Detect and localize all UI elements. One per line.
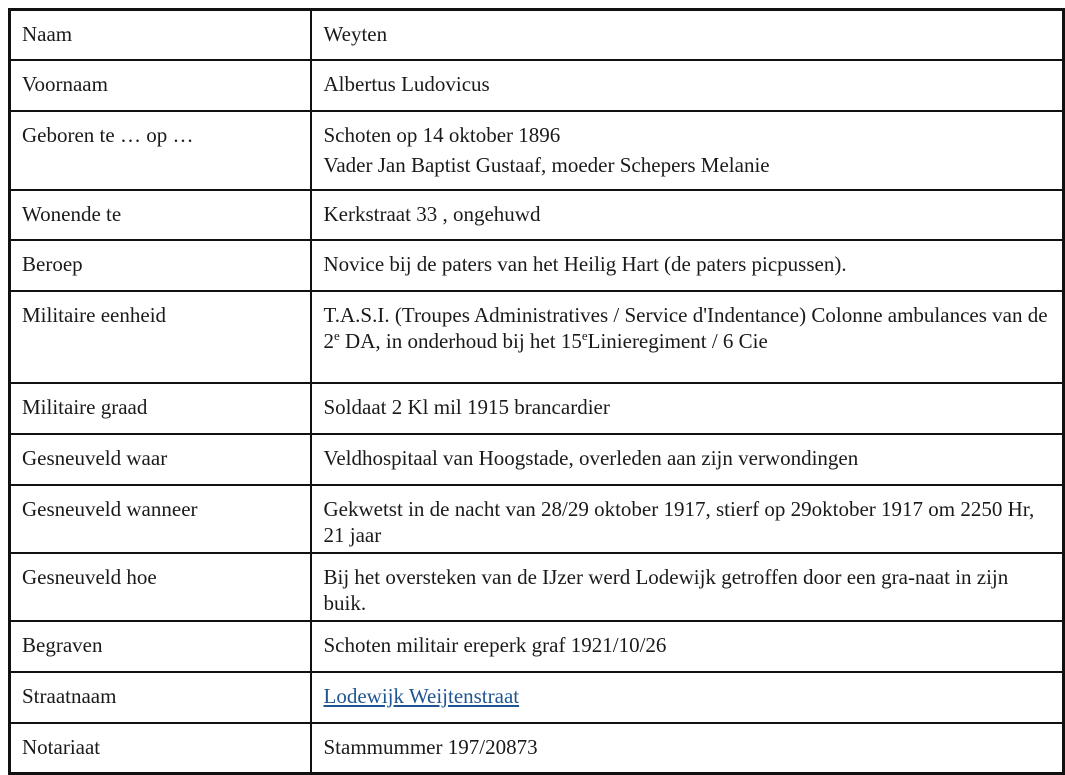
row-value-straatnaam (311, 672, 1064, 723)
row-value-wanneer: Gekwetst in de nacht van 28/29 oktober 1917, stierf op 29oktober 1917 om 2250 Hr, 21 jaar (311, 485, 1064, 553)
unit-text-part2: DA, in onderhoud bij het 15 (339, 328, 582, 353)
row-value-naam: Weyten (311, 10, 1064, 60)
row-label-voornaam: Voornaam (10, 60, 311, 111)
row-label-notariaat: Notariaat (10, 723, 311, 774)
table-row-wonende (10, 190, 1064, 240)
unit-sup-1: e (334, 327, 340, 343)
row-value-waar: Veldhospitaal van Hoogstade, overleden aan zijn verwondingen (311, 434, 1064, 485)
row-value-geboren (311, 111, 1064, 190)
row-value-hoe: Bij het oversteken van de IJzer werd Lodewijk getroffen door een gra-naat in zijn buik. (311, 553, 1064, 621)
row-value-eenheid (311, 291, 1064, 383)
row-label-waar: Gesneuveld waar (10, 434, 311, 485)
row-value-voornaam: Albertus Ludovicus (311, 60, 1064, 111)
table-row-wanneer (10, 485, 1064, 553)
row-label-beroep: Beroep (10, 240, 311, 291)
table-row-begraven (10, 621, 1064, 672)
street-name-link[interactable]: Lodewijk Weijtenstraat (323, 683, 520, 708)
table-row-notariaat (10, 723, 1064, 774)
row-label-straatnaam: Straatnaam (10, 672, 311, 723)
table-row-graad (10, 383, 1064, 434)
row-value-begraven: Schoten militair ereperk graf 1921/10/26 (311, 621, 1064, 672)
table-row-geboren (10, 111, 1064, 190)
unit-text-part3: Linieregiment / 6 Cie (587, 328, 768, 353)
table-row-waar (10, 434, 1064, 485)
record-table (8, 8, 1065, 775)
unit-sup-2: e (581, 327, 588, 343)
table-row-eenheid (10, 291, 1064, 383)
row-label-wonende: Wonende te (10, 190, 311, 240)
row-label-eenheid: Militaire eenheid (10, 291, 311, 383)
table-row-beroep (10, 240, 1064, 291)
row-value-graad: Soldaat 2 Kl mil 1915 brancardier (311, 383, 1064, 434)
table-row-straatnaam (10, 672, 1064, 723)
row-label-graad: Militaire graad (10, 383, 311, 434)
row-label-wanneer: Gesneuveld wanneer (10, 485, 311, 553)
unit-text-part1: T.A.S.I. (Troupes Administratives / Service d'Indentance) Colonne ambulances van de 2 (323, 302, 1048, 353)
table-row-hoe (10, 553, 1064, 621)
row-value-wonende: Kerkstraat 33 , ongehuwd (311, 190, 1064, 240)
row-value-notariaat: Stammummer 197/20873 (311, 723, 1064, 774)
row-label-begraven: Begraven (10, 621, 311, 672)
row-value-beroep: Novice bij de paters van het Heilig Hart (de paters picpussen). (311, 240, 1064, 291)
table-row-naam (10, 10, 1064, 60)
row-label-geboren: Geboren te … op … (10, 111, 311, 190)
table-row-voornaam (10, 60, 1064, 111)
birth-place-date: Schoten op 14 oktober 1896 (323, 122, 561, 147)
row-label-naam: Naam (10, 10, 311, 60)
parents: Vader Jan Baptist Gustaaf, moeder Schepers Melanie (323, 152, 770, 177)
row-label-hoe: Gesneuveld hoe (10, 553, 311, 621)
